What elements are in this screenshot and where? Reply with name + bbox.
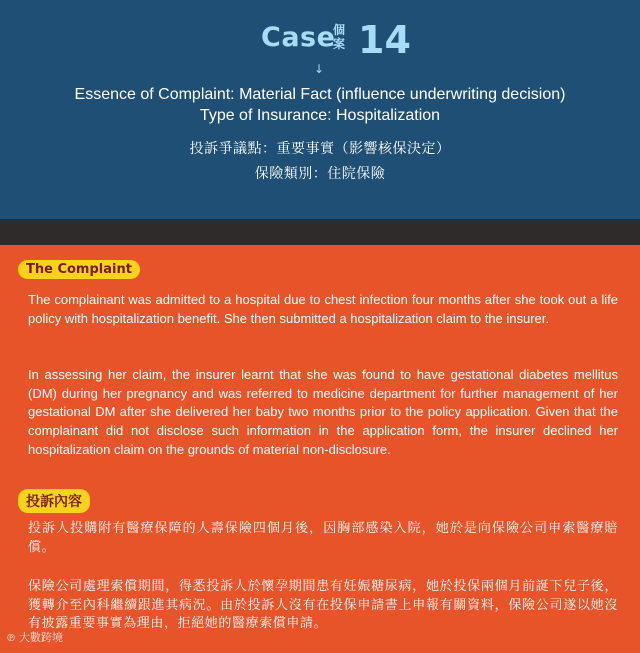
complaint-essence-en: Essence of Complaint: Material Fact (influence underwriting decision) — [74, 86, 566, 103]
watermark-text: 大數跨境 — [19, 631, 63, 644]
complaint-paragraph-2: In assessing her claim, the insurer learnt that she was found to have gestational diabetes mellitus (DM) during her pregnancy and was referred to medicine department for further management of her gestational DM after she delivered her baby two months prior to the policy application. Given that the complainant did not disclose such information in the application form, the insurer declined her hospitalization claim on the grounds of material non-disclosure. — [28, 367, 618, 457]
complaint-heading: The Complaint — [18, 260, 140, 279]
insurance-type-en: Type of Insurance: Hospitalization — [199, 107, 441, 124]
case-word: Case — [261, 22, 336, 53]
complaint-heading-cn: 投訴內容 — [18, 489, 90, 513]
watermark — [6, 629, 63, 645]
down-arrow-icon: ↓ — [314, 62, 325, 76]
case-chinese-label: 個案 — [332, 23, 345, 51]
complaint-paragraph-cn-2: 保險公司處理索償期間，得悉投訴人於懷孕期間患有妊娠糖尿病，她於投保兩個月前誕下兒子後，獲轉介至內科繼續跟進其病況。由於投訴人沒有在投保申請書上申報有關資料，保險公司遂以她沒有披露重要事實為理由，拒絕她的醫療索償申請。 — [28, 579, 618, 631]
complaint-paragraph-cn-1: 投訴人投購附有醫療保障的人壽保險四個月後，因胸部感染入院，她於是向保險公司申索醫療賠償。 — [28, 521, 618, 555]
case-number: 14 — [358, 18, 411, 62]
complaint-paragraph-1: The complainant was admitted to a hospital due to chest infection four months after she took out a life policy with hospitalization benefit. She then submitted a hospitalization claim to the insurer. — [28, 292, 618, 326]
case-header — [0, 0, 640, 219]
complaint-essence-cn: 投訴爭議點：重要事實（影響核保決定） — [189, 141, 451, 157]
insurance-type-cn: 保險類別：住院保險 — [254, 166, 386, 182]
divider-band — [0, 219, 640, 245]
logo-icon: ℗ — [6, 633, 16, 644]
case-title-row — [0, 18, 640, 66]
